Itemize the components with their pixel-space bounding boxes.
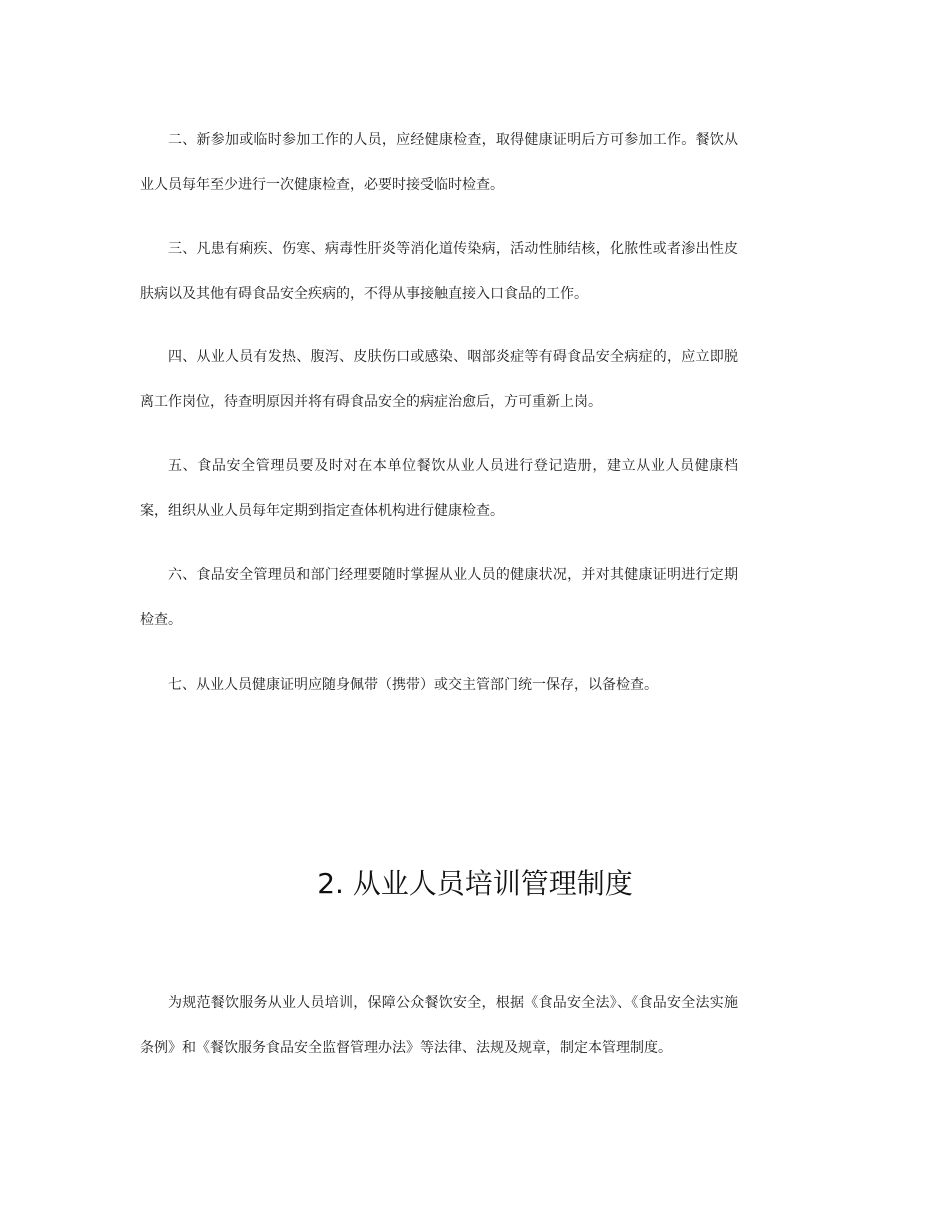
paragraph-certificate-storage: 七、从业人员健康证明应随身佩带（携带）或交主管部门统一保存，以备检查。 <box>168 677 658 693</box>
paragraph-manager-oversight: 六、食品安全管理员和部门经理要随时掌握从业人员的健康状况，并对其健康证明进行定期检查。 <box>140 567 738 628</box>
paragraph-training-intro: 为规范餐饮服务从业人员培训，保障公众餐饮安全，根据《食品安全法》、《食品安全法实施条例》和《餐饮服务食品安全监督管理办法》等法律、法规及规章，制定本管理制度。 <box>140 995 738 1056</box>
paragraph-health-records: 五、食品安全管理员要及时对在本单位餐饮从业人员进行登记造册，建立从业人员健康档案，组织从业人员每年定期到指定查体机构进行健康检查。 <box>140 458 738 519</box>
paragraph-health-check: 二、新参加或临时参加工作的人员，应经健康检查，取得健康证明后方可参加工作。餐饮从业人员每年至少进行一次健康检查，必要时接受临时检查。 <box>140 132 738 193</box>
paragraph-disease-restriction: 三、凡患有痢疾、伤寒、病毒性肝炎等消化道传染病，活动性肺结核，化脓性或者渗出性皮肤病以及其他有碍食品安全疾病的，不得从事接触直接入口食品的工作。 <box>140 241 738 302</box>
section-title: 2. 从业人员培训管理制度 <box>317 867 633 900</box>
paragraph-symptom-leave: 四、从业人员有发热、腹泻、皮肤伤口或感染、咽部炎症等有碍食品安全病症的，应立即脱离工作岗位，待查明原因并将有碍食品安全的病症治愈后，方可重新上岗。 <box>140 349 738 410</box>
